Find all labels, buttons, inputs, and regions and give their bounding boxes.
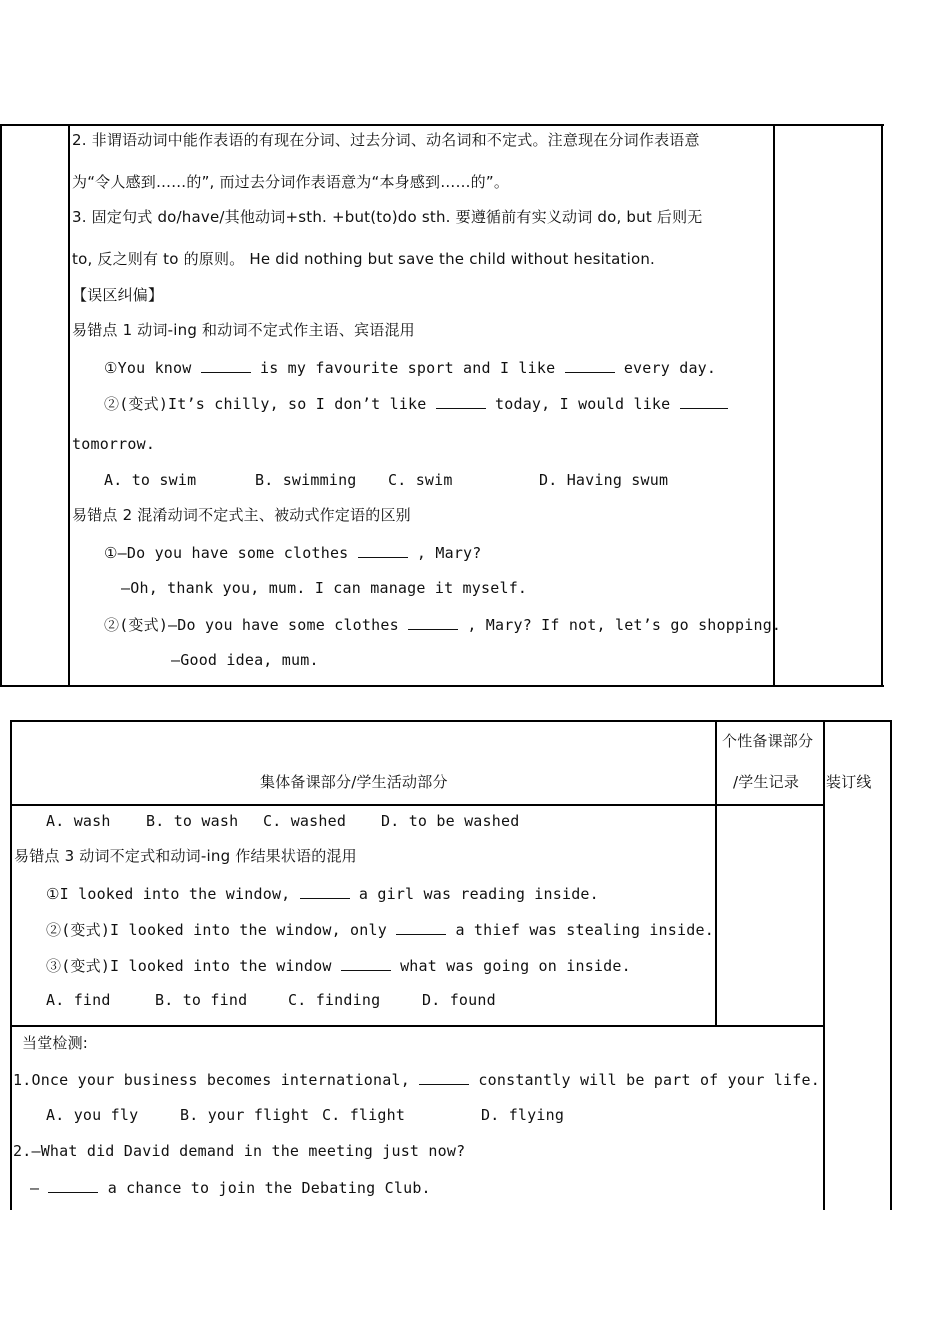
point1-question-1 — [104, 358, 716, 377]
rule-line-1: 2. 非谓语动词中能作表语的有现在分词、过去分词、动名词和不定式。注意现在分词作表语意 — [72, 131, 700, 149]
point1-option-b: B. swimming — [255, 471, 357, 489]
bottom-table-divider-1 — [715, 720, 717, 1027]
rule-line-4: to, 反之则有 to 的原则。 He did nothing but save the child without hesitation. — [72, 250, 656, 268]
point1-title: 易错点 1 动词-ing 和动词不定式作主语、宾语混用 — [72, 321, 415, 339]
q-text: is my favourite sport and I like — [259, 359, 556, 377]
check-question-2-reply — [30, 1178, 431, 1197]
answer-blank — [396, 920, 446, 935]
q-text: 1.Once your business becomes international, — [13, 1071, 410, 1089]
point2-option-a: A. wash — [46, 812, 111, 830]
q-text: , Mary? If not, let’s go shopping. — [467, 616, 782, 634]
check-question-2: 2.—What did David demand in the meeting just now? — [13, 1142, 466, 1160]
top-table-divider-2 — [773, 124, 775, 687]
answer-blank — [48, 1178, 98, 1193]
header-main: 集体备课部分/学生活动部分 — [260, 773, 448, 791]
point2-option-c: C. washed — [263, 812, 347, 830]
q-text: constantly will be part of your life. — [478, 1071, 820, 1089]
check-q1-option-c: C. flight — [322, 1106, 406, 1124]
header-binding-line: 装订线 — [826, 773, 872, 791]
check-question-1 — [13, 1070, 820, 1089]
q-text: what was going on inside. — [400, 957, 631, 975]
section-heading: 【误区纠偏】 — [72, 286, 164, 304]
q-text: every day. — [623, 359, 717, 377]
point1-question-2-cont: tomorrow. — [72, 435, 156, 453]
answer-blank — [300, 884, 350, 899]
point2-option-b: B. to wash — [146, 812, 239, 830]
point3-option-a: A. find — [46, 991, 111, 1009]
point3-title: 易错点 3 动词不定式和动词-ing 作结果状语的混用 — [14, 847, 357, 865]
top-table-border-bottom — [0, 685, 884, 687]
header-side-line-2: /学生记录 — [733, 773, 800, 791]
answer-blank — [436, 394, 486, 409]
rule-line-3: 3. 固定句式 do/have/其他动词+sth. +but(to)do sth. 要遵循前有实义动词 do, but 后则无 — [72, 208, 703, 226]
q-text: a girl was reading inside. — [358, 885, 599, 903]
bottom-table-header-divider — [10, 804, 825, 806]
top-table-border-top — [0, 124, 884, 126]
point1-option-d: D. Having swum — [539, 471, 669, 489]
answer-blank — [201, 358, 251, 373]
bottom-table-border-top — [10, 720, 892, 722]
bottom-table-divider-2 — [823, 720, 825, 1210]
point2-option-d: D. to be washed — [381, 812, 520, 830]
q-text: a chance to join the Debating Club. — [107, 1179, 431, 1197]
q-text: ①You know — [104, 359, 192, 377]
q-text: ③(变式)I looked into the window — [46, 957, 332, 975]
check-q1-option-a: A. you fly — [46, 1106, 139, 1124]
answer-blank — [680, 394, 728, 409]
check-title: 当堂检测: — [22, 1034, 89, 1052]
answer-blank — [341, 956, 391, 971]
rule-line-2: 为“令人感到……的”, 而过去分词作表语意为“本身感到……的”。 — [72, 173, 510, 191]
check-q1-option-d: D. flying — [481, 1106, 565, 1124]
q-text: , Mary? — [416, 544, 482, 562]
answer-blank — [358, 543, 408, 558]
answer-blank — [419, 1070, 469, 1085]
q-text: ①—Do you have some clothes — [104, 544, 349, 562]
point3-question-1 — [46, 884, 599, 903]
q-text: today, I would like — [495, 395, 671, 413]
point1-option-a: A. to swim — [104, 471, 197, 489]
point1-question-2 — [104, 394, 728, 413]
point2-question-1 — [104, 543, 482, 562]
check-q1-option-b: B. your flight — [180, 1106, 310, 1124]
header-side-line-1: 个性备课部分 — [722, 732, 814, 750]
top-table-border-right — [881, 124, 883, 687]
top-table-border-left — [0, 124, 2, 687]
point3-option-b: B. to find — [155, 991, 248, 1009]
q-text: ②(变式)I looked into the window, only — [46, 921, 387, 939]
top-table-divider-1 — [68, 124, 70, 687]
q-text: — — [30, 1179, 40, 1197]
point2-question-2-reply: —Good idea, mum. — [171, 651, 319, 669]
point3-option-d: D. found — [422, 991, 496, 1009]
point2-question-2 — [104, 615, 781, 634]
bottom-table-section-divider — [10, 1025, 825, 1027]
point3-question-2 — [46, 920, 714, 939]
q-text: ②(变式)It’s chilly, so I don’t like — [104, 395, 427, 413]
bottom-table-border-right — [890, 720, 892, 1210]
point3-question-3 — [46, 956, 631, 975]
q-text: ②(变式)—Do you have some clothes — [104, 616, 399, 634]
bottom-table-border-left — [10, 720, 12, 1210]
point2-title: 易错点 2 混淆动词不定式主、被动式作定语的区别 — [72, 506, 411, 524]
answer-blank — [565, 358, 615, 373]
q-text: a thief was stealing inside. — [455, 921, 714, 939]
q-text: ①I looked into the window, — [46, 885, 291, 903]
answer-blank — [408, 615, 458, 630]
point1-option-c: C. swim — [388, 471, 453, 489]
point3-option-c: C. finding — [288, 991, 381, 1009]
point2-question-1-reply: —Oh, thank you, mum. I can manage it myself. — [121, 579, 528, 597]
